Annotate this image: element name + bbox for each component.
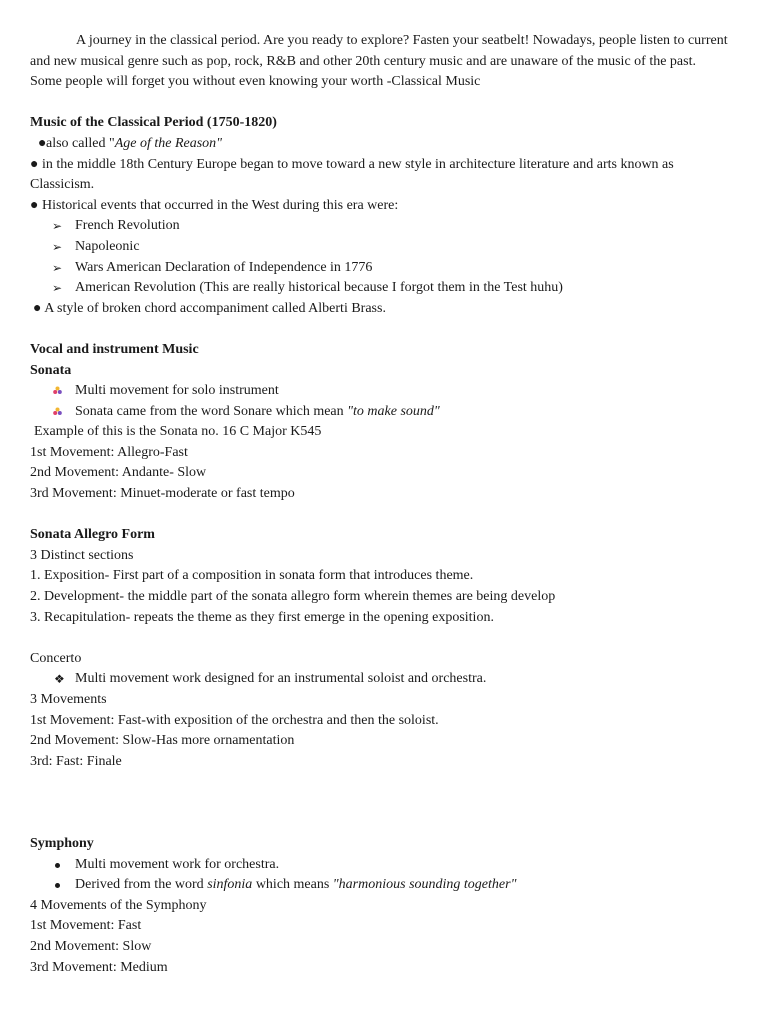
- colored-flower-bullet-icon: [53, 386, 62, 396]
- event-item: [30, 216, 740, 237]
- bullet-text: A style of broken chord accompaniment called Alberti Brass.: [44, 300, 386, 316]
- event-text: Wars American Declaration of Independence in 1776: [75, 259, 373, 275]
- black-circle-bullet-icon: [55, 863, 60, 868]
- sonata-item-text: Sonata came from the word Sonare which mean: [75, 403, 348, 419]
- symphony-item: [30, 875, 740, 896]
- bullet-italic-text: Age of the Reason": [114, 135, 223, 151]
- symphony-item-italic: "harmonious sounding together": [332, 877, 517, 893]
- bullet-item: [30, 196, 740, 217]
- event-text: French Revolution: [75, 218, 180, 234]
- bullet-item: [30, 299, 740, 320]
- symphony-item-text: Derived from the word: [75, 877, 208, 893]
- symphony-item: [30, 855, 740, 876]
- colored-flower-bullet-icon: [53, 407, 62, 417]
- section-heading-allegro: Sonata Allegro Form: [30, 527, 155, 543]
- movement-line: 2nd Movement: Slow-Has more ornamentation: [30, 733, 295, 749]
- symphony-item-text: Multi movement work for orchestra.: [75, 856, 280, 872]
- symphony-item-italic: sinfonia: [207, 877, 253, 893]
- arrowhead-bullet-icon: ➢: [52, 219, 63, 234]
- movement-line: 2nd Movement: Andante- Slow: [30, 465, 207, 481]
- event-text: American Revolution (This are really historical because I forgot them in the Test huhu): [75, 280, 563, 296]
- intro-tagline: Some people will forget you without even knowing your worth -Classical Music: [30, 74, 481, 90]
- bullet-item: [30, 134, 740, 155]
- black-circle-bullet-icon: ●: [33, 300, 42, 316]
- concerto-item-text: Multi movement work designed for an instrumental soloist and orchestra.: [75, 671, 487, 687]
- movement-line: 3rd: Fast: Finale: [30, 753, 122, 769]
- section-heading-classical: Music of the Classical Period (1750-1820): [30, 115, 277, 131]
- sonata-example: Example of this is the Sonata no. 16 C Major K545: [34, 424, 322, 440]
- black-circle-bullet-icon: ●: [38, 135, 47, 151]
- arrowhead-bullet-icon: ➢: [52, 281, 63, 296]
- bullet-text: Historical events that occurred in the West during this era were:: [41, 197, 399, 213]
- bullet-text: also called ": [46, 135, 115, 151]
- concerto-item: [30, 669, 740, 690]
- black-circle-bullet-icon: ●: [30, 156, 39, 172]
- allegro-section: 1. Exposition- First part of a composition in sonata form that introduces theme.: [30, 568, 474, 584]
- allegro-section: 3. Recapitulation- repeats the theme as they first emerge in the opening exposition.: [30, 609, 494, 625]
- event-item: [30, 258, 740, 279]
- black-circle-bullet-icon: [55, 883, 60, 888]
- event-item: [30, 237, 740, 258]
- movement-line: 2nd Movement: Slow: [30, 938, 152, 954]
- arrowhead-bullet-icon: ➢: [52, 239, 63, 254]
- allegro-section: 2. Development- the middle part of the sonata allegro form wherein themes are being develop: [30, 589, 556, 605]
- movement-line: 1st Movement: Allegro-Fast: [30, 444, 188, 460]
- section-heading-vocal: Vocal and instrument Music: [30, 341, 199, 357]
- sonata-item-italic: "to make sound": [347, 403, 440, 419]
- section-heading-symphony: Symphony: [30, 835, 94, 851]
- black-circle-bullet-icon: ●: [30, 197, 39, 213]
- symphony-count: 4 Movements of the Symphony: [30, 897, 207, 913]
- movement-line: 3rd Movement: Minuet-moderate or fast tempo: [30, 486, 295, 502]
- section-heading-concerto: Concerto: [30, 650, 82, 666]
- event-item: [30, 278, 740, 299]
- subheading-sonata: Sonata: [30, 362, 72, 378]
- bullet-item: [30, 155, 740, 196]
- bullet-text: in the middle 18th Century Europe began to move toward a new style in architecture literature and arts known as Classicism.: [30, 156, 674, 193]
- arrowhead-bullet-icon: ➢: [52, 260, 63, 275]
- sonata-item: [30, 381, 740, 402]
- document-body: [30, 31, 740, 978]
- movement-line: 1st Movement: Fast: [30, 918, 142, 934]
- movement-line: 1st Movement: Fast-with exposition of the orchestra and then the soloist.: [30, 712, 439, 728]
- symphony-item-text: which means: [252, 877, 333, 893]
- concerto-count: 3 Movements: [30, 692, 107, 707]
- sonata-item-text: Multi movement for solo instrument: [75, 383, 279, 399]
- four-diamond-bullet-icon: ❖: [54, 672, 65, 687]
- sonata-item: [30, 402, 740, 423]
- allegro-intro: 3 Distinct sections: [30, 547, 134, 563]
- movement-line: 3rd Movement: Medium: [30, 959, 168, 975]
- event-text: Napoleonic: [75, 238, 140, 254]
- intro-paragraph: A journey in the classical period. Are you ready to explore? Fasten your seatbelt! Nowadays, people listen to current and new musical genre such as pop, rock, R&B and other 20th century music and are unaware of the music of the past.: [30, 33, 728, 69]
